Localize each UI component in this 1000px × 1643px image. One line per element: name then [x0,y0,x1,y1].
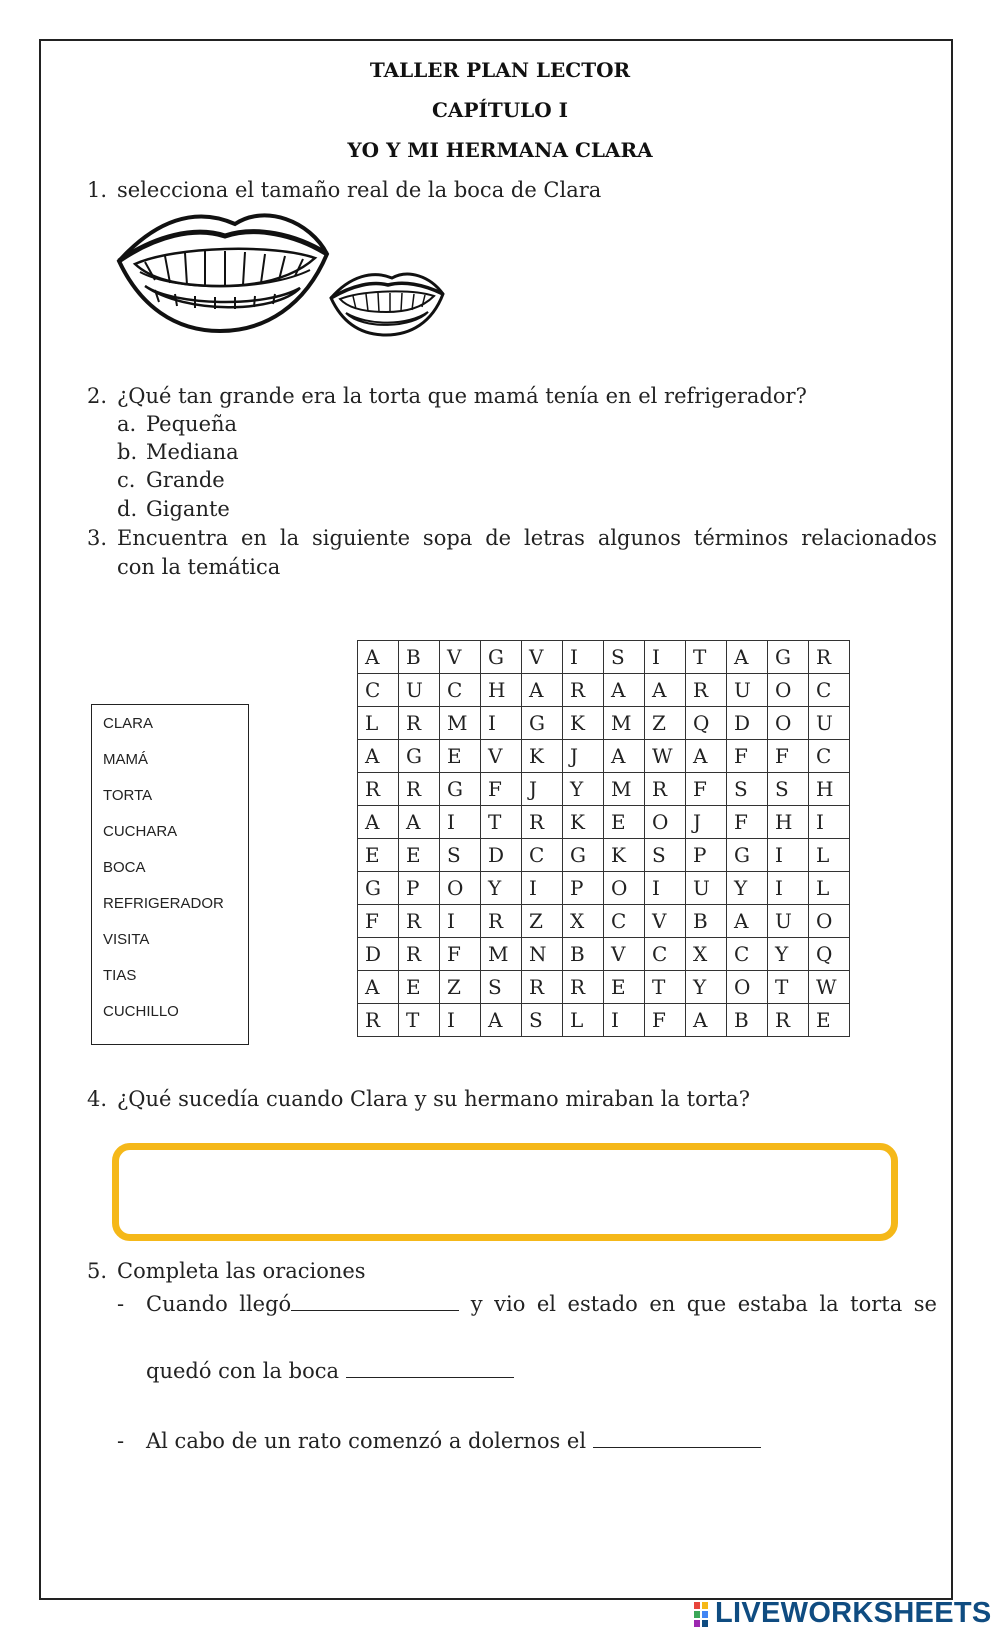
grid-row [358,641,850,674]
grid-cell[interactable]: Z [645,707,686,740]
grid-cell[interactable]: E [358,839,399,872]
dash-1: - [117,1292,125,1316]
word-item: VISITA [103,931,150,948]
grid-cell[interactable]: R [809,641,850,674]
grid-cell[interactable]: B [563,938,604,971]
answer-input-box[interactable] [112,1143,898,1241]
grid-cell[interactable]: C [809,674,850,707]
grid-cell[interactable]: S [727,773,768,806]
grid-cell[interactable]: D [727,707,768,740]
sentence-1-line1: Cuando llegó y vio el estado en que estaba la torta se [146,1292,937,1316]
grid-row [358,971,850,1004]
grid-cell[interactable]: E [604,806,645,839]
question-1: 1. selecciona el tamaño real de la boca de Clara [87,178,602,202]
grid-cell[interactable]: R [645,773,686,806]
grid-cell[interactable]: T [399,1004,440,1037]
grid-cell[interactable]: V [645,905,686,938]
grid-cell[interactable]: G [481,641,522,674]
question-3-number: 3. [87,526,108,550]
story-title: YO Y MI HERMANA CLARA [347,138,653,162]
grid-cell[interactable]: T [768,971,809,1004]
question-3-text-line2: con la temática [117,555,281,579]
grid-cell[interactable]: F [686,773,727,806]
grid-cell[interactable]: Y [727,872,768,905]
grid-cell[interactable]: S [440,839,481,872]
grid-cell[interactable]: R [522,971,563,1004]
grid-cell[interactable]: H [481,674,522,707]
large-mouth-image[interactable] [115,206,330,336]
grid-cell[interactable]: M [481,938,522,971]
grid-cell[interactable]: R [563,674,604,707]
grid-cell[interactable]: C [358,674,399,707]
grid-cell[interactable]: I [440,1004,481,1037]
grid-cell[interactable]: B [686,905,727,938]
grid-cell[interactable]: G [727,839,768,872]
grid-cell[interactable]: J [563,740,604,773]
word-item: TORTA [103,787,153,804]
grid-cell[interactable]: L [809,839,850,872]
grid-cell[interactable]: V [522,641,563,674]
grid-cell[interactable]: G [440,773,481,806]
grid-cell[interactable]: F [727,806,768,839]
grid-cell[interactable]: U [686,872,727,905]
grid-cell[interactable]: I [563,641,604,674]
grid-row [358,905,850,938]
grid-cell[interactable]: B [727,1004,768,1037]
grid-cell[interactable]: S [481,971,522,1004]
blank-field-1[interactable] [291,1292,459,1311]
grid-cell[interactable]: O [645,806,686,839]
question-5: 5. Completa las oraciones [87,1259,366,1283]
grid-cell[interactable]: O [809,905,850,938]
grid-cell[interactable]: R [768,1004,809,1037]
grid-cell[interactable]: A [522,674,563,707]
grid-cell[interactable]: A [358,971,399,1004]
grid-cell[interactable]: J [522,773,563,806]
grid-cell[interactable]: E [604,971,645,1004]
grid-cell[interactable]: Y [768,938,809,971]
grid-cell[interactable]: K [563,806,604,839]
grid-cell[interactable]: W [809,971,850,1004]
grid-cell[interactable]: F [358,905,399,938]
grid-cell[interactable]: A [358,740,399,773]
grid-cell[interactable]: E [399,971,440,1004]
grid-cell[interactable]: M [604,707,645,740]
grid-cell[interactable]: A [727,641,768,674]
grid-cell[interactable]: C [645,938,686,971]
dash-2: - [117,1429,125,1453]
grid-row [358,938,850,971]
grid-cell[interactable]: A [686,740,727,773]
grid-cell[interactable]: T [686,641,727,674]
grid-row [358,1004,850,1037]
grid-cell[interactable]: G [358,872,399,905]
word-item: REFRIGERADOR [103,895,224,912]
blank-field-3[interactable] [593,1429,761,1448]
grid-cell[interactable]: R [522,806,563,839]
grid-cell[interactable]: R [399,905,440,938]
grid-cell[interactable]: U [809,707,850,740]
grid-cell[interactable]: R [481,905,522,938]
grid-cell[interactable]: G [522,707,563,740]
grid-cell[interactable]: A [358,806,399,839]
grid-cell[interactable]: C [727,938,768,971]
grid-cell[interactable]: X [563,905,604,938]
option-d[interactable]: d. Gigante [117,497,230,521]
grid-row [358,707,850,740]
word-item: TIAS [103,967,137,984]
grid-row [358,773,850,806]
grid-cell[interactable]: R [399,938,440,971]
grid-cell[interactable]: S [768,773,809,806]
grid-cell[interactable]: F [768,740,809,773]
grid-cell[interactable]: K [563,707,604,740]
grid-cell[interactable]: F [440,938,481,971]
grid-cell[interactable]: S [522,1004,563,1037]
grid-cell[interactable]: G [563,839,604,872]
grid-row [358,806,850,839]
grid-cell[interactable]: P [563,872,604,905]
grid-cell[interactable]: R [399,707,440,740]
grid-cell[interactable]: A [686,1004,727,1037]
grid-cell[interactable]: T [481,806,522,839]
grid-cell[interactable]: I [645,872,686,905]
grid-cell[interactable]: O [604,872,645,905]
word-search-grid[interactable] [357,640,850,1037]
grid-cell[interactable]: A [604,674,645,707]
grid-cell[interactable]: H [809,773,850,806]
grid-row [358,839,850,872]
grid-row [358,872,850,905]
grid-cell[interactable]: R [686,674,727,707]
grid-cell[interactable]: I [768,839,809,872]
grid-cell[interactable]: G [768,641,809,674]
grid-cell[interactable]: R [358,1004,399,1037]
grid-cell[interactable]: J [686,806,727,839]
option-b[interactable]: b. Mediana [117,440,239,464]
grid-cell[interactable]: R [563,971,604,1004]
grid-cell[interactable]: D [481,839,522,872]
grid-cell[interactable]: O [727,971,768,1004]
question-4: 4. ¿Qué sucedía cuando Clara y su hermano miraban la torta? [87,1087,750,1111]
grid-cell[interactable]: L [563,1004,604,1037]
grid-cell[interactable]: O [768,707,809,740]
grid-cell[interactable]: S [645,839,686,872]
grid-cell[interactable]: O [440,872,481,905]
grid-cell[interactable]: D [358,938,399,971]
grid-cell[interactable]: R [358,773,399,806]
grid-cell[interactable]: A [481,1004,522,1037]
grid-cell[interactable]: P [399,872,440,905]
grid-cell[interactable]: V [481,740,522,773]
grid-cell[interactable]: I [440,905,481,938]
grid-cell[interactable]: Z [440,971,481,1004]
option-c[interactable]: c. Grande [117,468,225,492]
grid-cell[interactable]: I [768,872,809,905]
grid-cell[interactable]: V [440,641,481,674]
grid-cell[interactable]: I [440,806,481,839]
sentence-1-line2: quedó con la boca [146,1359,514,1383]
question-2: 2. ¿Qué tan grande era la torta que mamá tenía en el refrigerador? [87,384,807,408]
word-list [91,704,249,1045]
grid-cell[interactable]: P [686,839,727,872]
grid-cell[interactable]: Y [563,773,604,806]
grid-cell[interactable]: Q [686,707,727,740]
grid-cell[interactable]: V [604,938,645,971]
grid-cell[interactable]: K [604,839,645,872]
grid-cell[interactable]: M [440,707,481,740]
grid-cell[interactable]: I [809,806,850,839]
grid-cell[interactable]: C [809,740,850,773]
grid-cell[interactable]: C [440,674,481,707]
liveworksheets-brand[interactable]: LIVEWORKSHEETS [715,1597,992,1629]
grid-cell[interactable]: O [768,674,809,707]
grid-cell[interactable]: U [727,674,768,707]
grid-cell[interactable]: M [604,773,645,806]
grid-cell[interactable]: E [440,740,481,773]
grid-cell[interactable]: H [768,806,809,839]
word-item: CUCHARA [103,823,178,840]
liveworksheets-logo-icon [694,1602,716,1628]
grid-cell[interactable]: W [645,740,686,773]
grid-cell[interactable]: K [522,740,563,773]
grid-cell[interactable]: F [727,740,768,773]
grid-cell[interactable]: C [604,905,645,938]
grid-cell[interactable]: L [358,707,399,740]
option-a[interactable]: a. Pequeña [117,412,238,436]
grid-cell[interactable]: A [604,740,645,773]
grid-cell[interactable]: G [399,740,440,773]
grid-cell[interactable]: E [399,839,440,872]
grid-cell[interactable]: E [809,1004,850,1037]
grid-cell[interactable]: Z [522,905,563,938]
word-item: CUCHILLO [103,1003,179,1020]
question-3-text-line1: Encuentra en la siguiente sopa de letras algunos términos relacionados [117,526,937,550]
grid-cell[interactable]: F [481,773,522,806]
word-item: CLARA [103,715,154,732]
grid-cell[interactable]: F [645,1004,686,1037]
grid-cell[interactable]: I [481,707,522,740]
grid-cell[interactable]: A [645,674,686,707]
grid-cell[interactable]: X [686,938,727,971]
sentence-2: Al cabo de un rato comenzó a dolernos el [146,1429,761,1453]
grid-cell[interactable]: U [768,905,809,938]
grid-cell[interactable]: U [399,674,440,707]
grid-cell[interactable]: C [522,839,563,872]
grid-cell[interactable]: S [604,641,645,674]
grid-cell[interactable]: Y [481,872,522,905]
grid-cell[interactable]: Y [686,971,727,1004]
grid-cell[interactable]: A [727,905,768,938]
grid-cell[interactable]: A [358,641,399,674]
grid-cell[interactable]: Q [809,938,850,971]
grid-cell[interactable]: B [399,641,440,674]
small-mouth-image[interactable] [328,268,446,338]
chapter-title: CAPÍTULO I [432,98,568,122]
grid-cell[interactable]: L [809,872,850,905]
word-item: MAMÁ [103,751,148,768]
grid-cell[interactable]: R [399,773,440,806]
worksheet-title: TALLER PLAN LECTOR [369,58,631,82]
grid-cell[interactable]: A [399,806,440,839]
grid-cell[interactable]: I [522,872,563,905]
grid-row [358,674,850,707]
grid-row [358,740,850,773]
blank-field-2[interactable] [346,1359,514,1378]
word-item: BOCA [103,859,146,876]
grid-cell[interactable]: N [522,938,563,971]
grid-cell[interactable]: I [604,1004,645,1037]
grid-cell[interactable]: I [645,641,686,674]
grid-cell[interactable]: T [645,971,686,1004]
